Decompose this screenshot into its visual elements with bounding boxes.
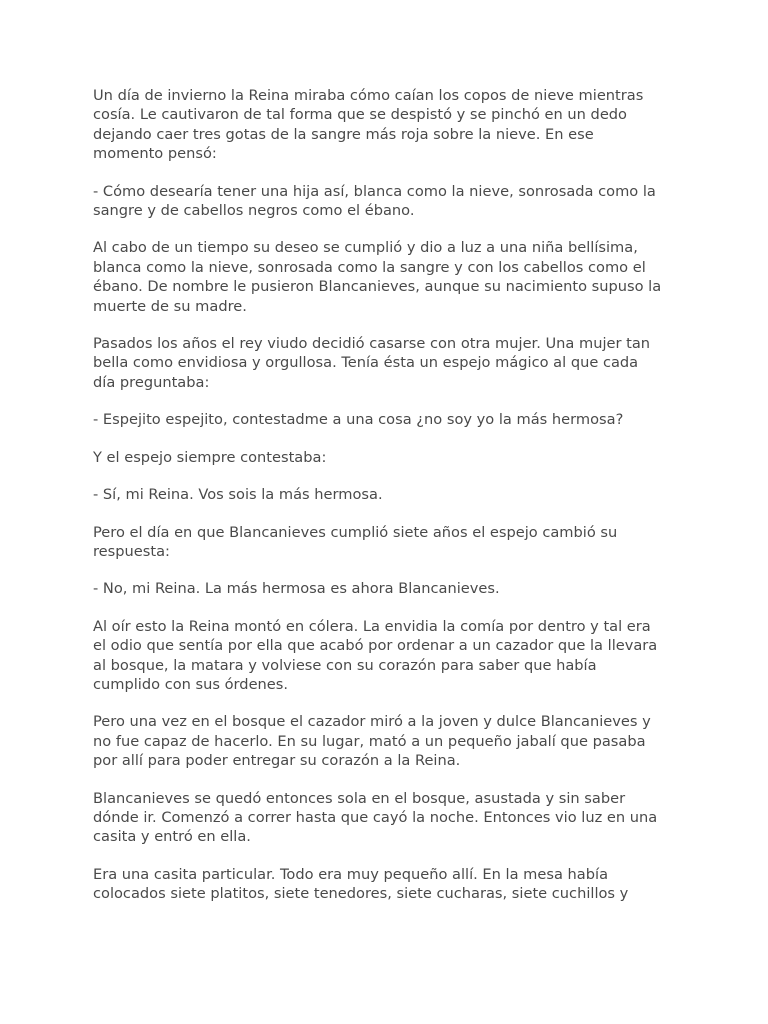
paragraph: Al oír esto la Reina montó en cólera. La envidia la comía por dentro y tal era el odio que sentía por ella que acabó por ordenar a un cazador que la llevara al bosque, la matara y volviese con su corazón para saber que había cumplido con sus órdenes. <box>93 617 658 693</box>
paragraph: Blancanieves se quedó entonces sola en el bosque, asustada y sin saber dónde ir. Comenzó a correr hasta que cayó la noche. Entonces vio luz en una casita y entró en ella. <box>93 789 658 846</box>
paragraph: - Cómo desearía tener una hija así, blanca como la nieve, sonrosada como la sangre y de cabellos negros como el ébano. <box>93 182 656 220</box>
document-body <box>93 86 683 922</box>
paragraph: Y el espejo siempre contestaba: <box>93 448 327 466</box>
paragraph: Pero el día en que Blancanieves cumplió siete años el espejo cambió su respuesta: <box>93 523 618 560</box>
paragraph: Al cabo de un tiempo su deseo se cumplió y dio a luz a una niña bellísima, blanca como la nieve, sonrosada como la sangre y con los cabellos como el ébano. De nombre le pusieron Blancanieves, aunque su nacimiento supuso la muerte de su madre. <box>93 239 662 315</box>
paragraph: - Sí, mi Reina. Vos sois la más hermosa. <box>93 486 383 504</box>
paragraph: Pasados los años el rey viudo decidió casarse con otra mujer. Una mujer tan bella como envidiosa y orgullosa. Tenía ésta un espejo mágico al que cada día preguntaba: <box>93 335 651 391</box>
paragraph: - Espejito espejito, contestadme a una cosa ¿no soy yo la más hermosa? <box>93 411 624 429</box>
paragraph: - No, mi Reina. La más hermosa es ahora Blancanieves. <box>93 580 500 598</box>
paragraph: Pero una vez en el bosque el cazador miró a la joven y dulce Blancanieves y no fue capaz de hacerlo. En su lugar, mató a un pequeño jabalí que pasaba por allí para poder entregar su corazón a la Reina. <box>93 713 651 770</box>
paragraph: Era una casita particular. Todo era muy pequeño allí. En la mesa había colocados siete platitos, siete tenedores, siete cucharas, siete cuchillos y <box>93 865 629 903</box>
paragraph: Un día de invierno la Reina miraba cómo caían los copos de nieve mientras cosía. Le cautivaron de tal forma que se despistó y se pinchó en un dedo dejando caer tres gotas de la sangre más roja sobre la nieve. En ese momento pensó: <box>93 87 644 163</box>
